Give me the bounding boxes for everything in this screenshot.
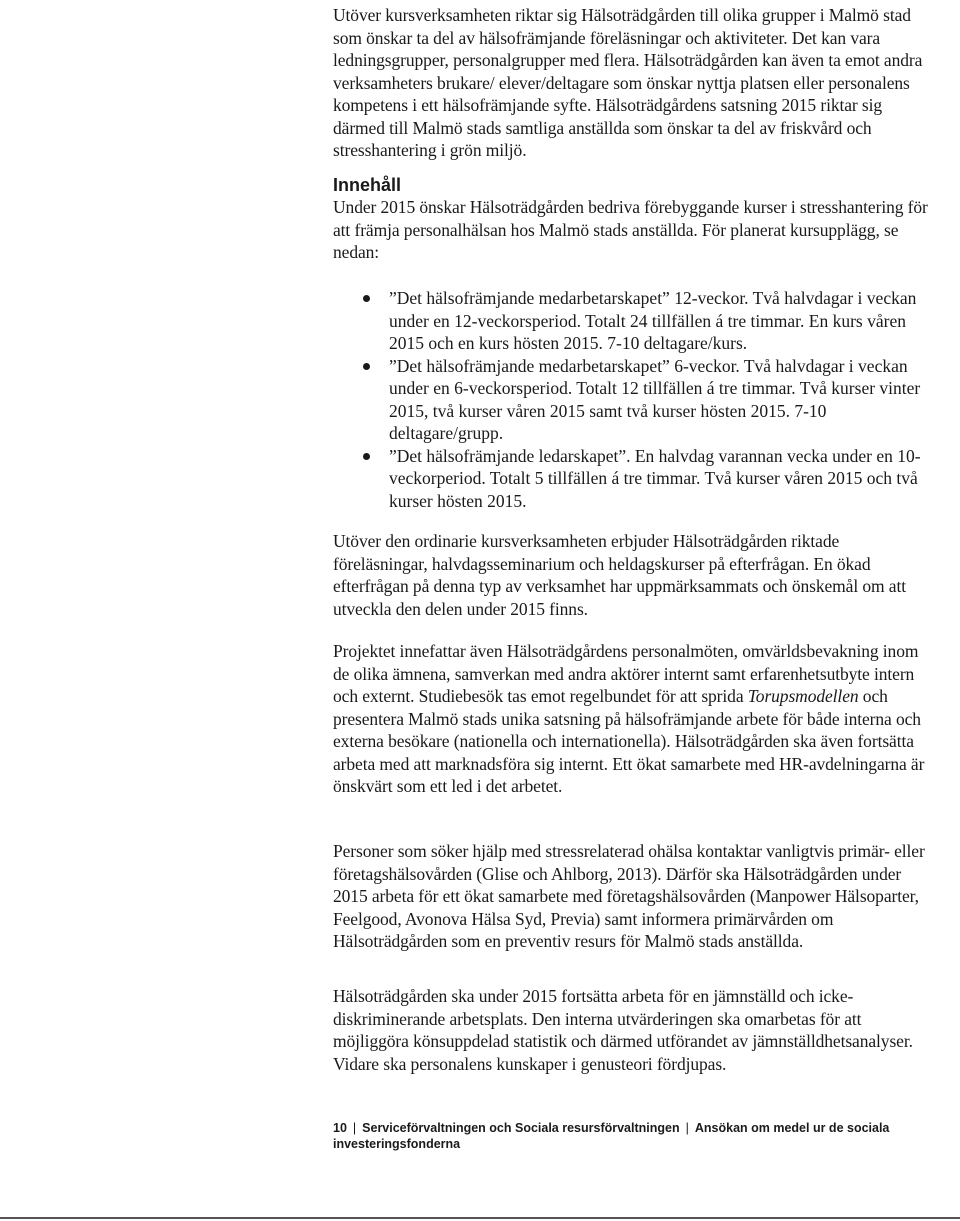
course-description: ”Det hälsofrämjande medarbetarskapet” 12-veckor. Två halvdagar i veckan under en 12-veckorsperiod. Totalt 24 tillfällen á tre timmar. En kurs våren 2015 och en kurs hösten 2015. 7-10 deltagare/kurs.	[389, 288, 917, 353]
content-intro-paragraph: Under 2015 önskar Hälsoträdgården bedriva förebyggande kurser i stresshantering för att främja personalhälsan hos Malmö stads anställda. För planerat kursupplägg, se nedan:	[333, 197, 928, 262]
footer-department: Serviceförvaltningen och Sociala resursförvaltningen	[362, 1121, 680, 1135]
equality-paragraph: Hälsoträdgården ska under 2015 fortsätta arbeta för en jämnställd och icke-diskriminerande arbetsplats. Den interna utvärderingen ska omarbetas för att möjliggöra könsuppdelad statistik och därmed utförandet av jämnställdhetsanalyser. Vidare ska personalens kunskaper i genusteori fördjupas.	[333, 986, 913, 1074]
project-paragraph-end: och presentera Malmö stads unika satsning på hälsofrämjande arbete för både interna och externa besökare (nationella och internationella). Hälsoträdgården ska även fortsätta arbeta med att marknadsföra sig internt. Ett ökat samarbete med HR-avdelningarna är önskvärt som ett led i det arbetet.	[333, 686, 925, 796]
footer-document-title: Ansökan om medel ur de sociala investeringsfonderna	[333, 1121, 890, 1151]
page-number: 10	[333, 1121, 347, 1135]
page-footer	[333, 1120, 933, 1152]
course-description: ”Det hälsofrämjande ledarskapet”. En halvdag varannan vecka under en 10-veckorperiod. Totalt 5 tillfällen á tre timmar. Två kurser våren 2015 och två kurser hösten 2015.	[389, 445, 921, 511]
bullet-icon	[363, 453, 370, 460]
course-list-item	[333, 445, 933, 513]
course-list	[333, 287, 933, 512]
footer-separator: |	[352, 1121, 357, 1135]
lectures-paragraph: Utöver den ordinarie kursverksamheten erbjuder Hälsoträdgården riktade föreläsningar, halvdagsseminarium och heldagskurser på efterfrågan. En ökad efterfrågan på denna typ av verksamhet har uppmärksammats och önskemål om att utveckla den delen under 2015 finns.	[333, 531, 906, 619]
section-heading-content: Innehåll	[333, 175, 402, 195]
course-list-item	[333, 355, 933, 445]
project-paragraph-start: Projektet innefattar även Hälsoträdgårdens personalmöten, omvärldsbevakning inom de olika ämnena, samverkan med andra aktörer internt samt erfarenhetsutbyte intern och externt. Studiebesök tas emot regelbundet för att sprida	[333, 641, 919, 706]
bullet-icon	[363, 363, 370, 370]
course-description: ”Det hälsofrämjande medarbetarskapet” 6-veckor. Två halvdagar i veckan under en 6-veckorsperiod. Totalt 12 tillfällen á tre timmar. Två kurser vinter 2015, två kurser våren 2015 samt två kurser hösten 2015. 7-10 deltagare/grupp.	[389, 355, 921, 443]
model-name: Torupsmodellen	[747, 686, 859, 706]
footer-separator: |	[685, 1121, 689, 1135]
bullet-icon	[363, 295, 370, 302]
intro-paragraph: Utöver kursverksamheten riktar sig Hälsoträdgården till olika grupper i Malmö stad som önskar ta del av hälsofrämjande föreläsningar och aktiviteter. Det kan vara ledningsgrupper, personalgrupper med flera. Hälsoträdgården kan även ta emot andra verksamheters brukare/ elever/deltagare som önskar nyttja platsen eller personalens kompetens i ett hälsofrämjande syfte. Hälsoträdgårdens satsning 2015 riktar sig därmed till Malmö stads samtliga anställda som önskar ta del av friskvård och stresshantering i grön miljö.	[333, 5, 923, 160]
project-paragraph	[333, 640, 933, 798]
healthcare-paragraph: Personer som söker hjälp med stressrelaterad ohälsa kontaktar vanligtvis primär- eller företagshälsovården (Glise och Ahlborg, 2013). Därför ska Hälsoträdgården under 2015 arbeta för ett ökat samarbete med företagshälsovården (Manpower Hälsoparter, Feelgood, Avonova Hälsa Syd, Previa) samt informera primärvården om Hälsoträdgården som en preventiv resurs för Malmö stads anställda.	[333, 841, 925, 951]
bottom-divider	[0, 1217, 960, 1219]
course-list-item	[333, 287, 933, 355]
